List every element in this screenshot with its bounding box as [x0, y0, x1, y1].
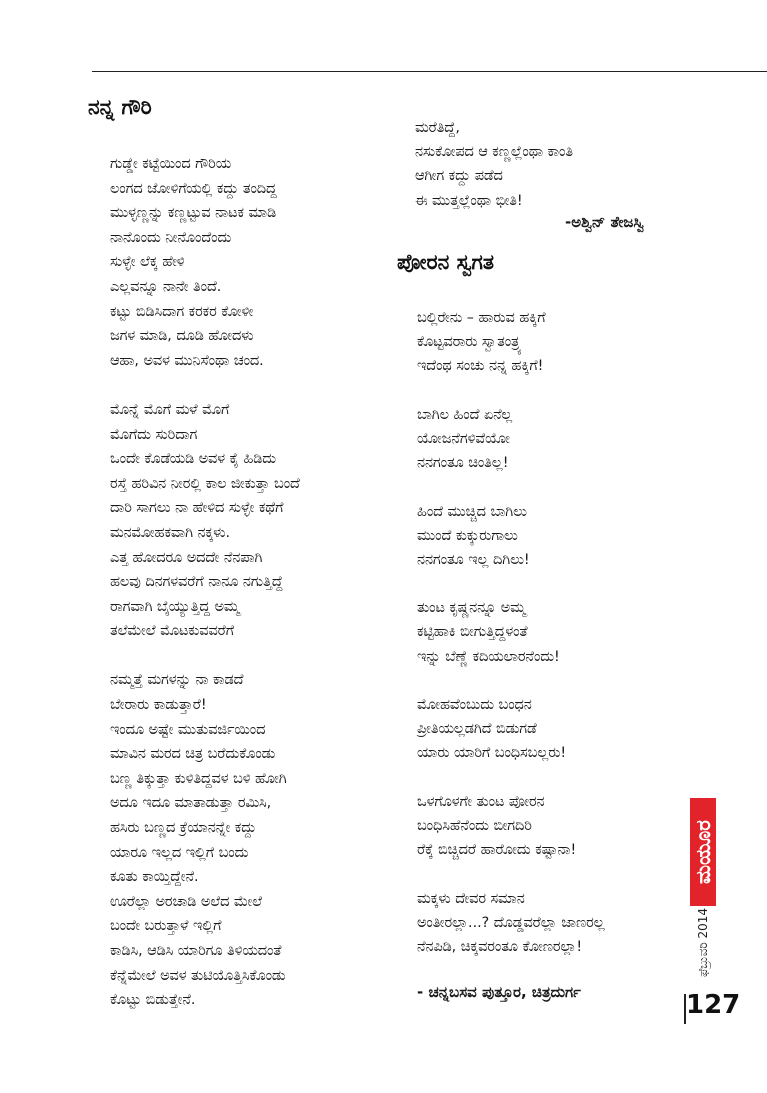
poem1-body: [110, 152, 300, 1013]
poem-line: ಯಾರು ಯಾರಿಗೆ ಬಂಧಿಸಬಲ್ಲರು!: [417, 745, 567, 762]
poem-title: ನನ್ನ ಗೌರಿ: [88, 95, 152, 119]
poem-line: ಕೊಟ್ಟು ಬಿಡುತ್ತೇನೆ.: [110, 992, 196, 1009]
poem-line: ಹಿಂದೆ ಮುಚ್ಚಿದ ಬಾಗಿಲು: [417, 503, 527, 520]
poem-line: ಕೆನ್ನೆಮೇಲೆ ಅವಳ ತುಟಿಯೊತ್ತಿಸಿಕೊಂಡು: [110, 967, 286, 984]
poem-line: ಇನ್ನು ಬೆಣ್ಣೆ ಕದಿಯಲಾರನೆಂದು!: [417, 648, 560, 665]
poem-line: ದಾರಿ ಸಾಗಲು ನಾ ಹೇಳಿದ ಸುಳ್ಳೇ ಕಥೆಗೆ: [110, 500, 284, 517]
poem-line: ಬಾಗಿಲ ಹಿಂದೆ ಏನೆಲ್ಲ: [417, 406, 513, 423]
poem-line: ಲಂಗದ ಜೋಳಿಗೆಯಲ್ಲಿ ಕದ್ದು ತಂದಿದ್ದ: [110, 180, 277, 197]
poem-line: ರಸ್ತೆ ಹರಿವಿನ ನೀರಲ್ಲಿ ಕಾಲ ಜೀಕುತ್ತಾ ಬಂದೆ: [110, 475, 300, 492]
poem-line: ಬಂದೇ ಬರುತ್ತಾಳೆ ಇಲ್ಲಿಗೆ: [110, 918, 222, 935]
poem-line: ಮುಳ್ಳಣ್ಣನ್ನು ಕಣ್ಣಟ್ಟುವ ನಾಟಕ ಮಾಡಿ: [110, 205, 277, 222]
poem-line: ನನಗಂತೂ ಚಿಂತಿಲ್ಲ!: [417, 455, 509, 472]
poem-line: ಮನಮೋಹಕವಾಗಿ ನಕ್ಕಳು.: [110, 524, 231, 541]
poem-line: ಕಾಡಿಸಿ, ಆಡಿಸಿ ಯಾರಿಗೂ ತಿಳಿಯದಂತೆ: [110, 943, 282, 959]
poem-line: ರಾಗವಾಗಿ ಬೈಯ್ಯುತ್ತಿದ್ದ ಅಮ್ಮ: [110, 598, 240, 615]
poem-line: ತಲೆಮೇಲೆ ಮೊಟಕುವವರೆಗೆ: [110, 623, 235, 640]
poem-line: ಯೋಜನೆಗಳಿವೆಯೋ: [417, 430, 510, 447]
poem-line: ಯಾರೂ ಇಲ್ಲದ ಇಲ್ಲಿಗೆ ಬಂದು: [110, 844, 249, 861]
poem-line: ಅದೂ ಇದೂ ಮಾತಾಡುತ್ತಾ ರಮಿಸಿ,: [110, 795, 272, 812]
poem-line: ಇದೆಂಥ ಸಂಚು ನನ್ನ ಹಕ್ಕಿಗೆ!: [417, 358, 544, 375]
author-credit: -ಅಶ್ವಿನ್ ತೇಜಸ್ವಿ: [565, 213, 645, 231]
poem-line: ಮೊಗೆದು ಸುರಿದಾಗ: [110, 426, 198, 443]
poem-line: ಮಕ್ಕಳು ದೇವರ ಸಮಾನ: [417, 890, 525, 907]
poem-line: ರೆಕ್ಕೆ ಬಿಚ್ಚಿದರೆ ಹಾರೋದು ಕಷ್ಟಾನಾ!: [417, 842, 577, 859]
poem-line: ಊರೆಲ್ಲಾ ಅರಚಾಡಿ ಅಲೆದ ಮೇಲೆ: [110, 893, 262, 910]
poem-line: ಮೊನ್ನೆ ಮೊಗೆ ಮಳೆ ಮೊಗೆ: [110, 401, 230, 418]
poem-line: ಕೊಟ್ಟವರಾರು ಸ್ವಾತಂತ್ರ್ಯ: [417, 334, 522, 351]
poem-line: ಬಣ್ಣ ತಿಕ್ಕುತ್ತಾ ಕುಳಿತಿದ್ದವಳ ಬಳಿ ಹೋಗಿ: [110, 770, 287, 787]
poem-line: ಆಹಾ, ಅವಳ ಮುನಿಸೆಂಥಾ ಚಂದ.: [110, 352, 264, 369]
poem-line: ಆಗೀಗ ಕದ್ದು ಪಡೆದ: [415, 168, 503, 185]
poem-line: ಮೋಹವೆಂಬುದು ಬಂಧನ: [417, 697, 532, 713]
magazine-sidebar: [690, 798, 716, 978]
poem-line: ಈ ಮುತ್ತಲ್ಲೆಂಥಾ ಭೀತಿ!: [415, 192, 523, 209]
poem-line: ಅಂತೀರಲ್ಲಾ...? ದೊಡ್ಡವರೆಲ್ಲಾ ಜಾಣರಲ್ಲ: [417, 914, 605, 931]
poem-line: ಎತ್ತ ಹೋದರೂ ಅದದೇ ನೆನಪಾಗಿ: [110, 549, 263, 566]
author-credit: - ಚನ್ನಬಸವ ಪುತ್ತೂರ, ಚಿತ್ರದುರ್ಗ: [417, 983, 581, 1001]
poem1-ending: [415, 116, 573, 213]
poem-line: ಹಸಿರು ಬಣ್ಣದ ಕ್ರೆಯಾನನ್ನೇ ಕದ್ದು: [110, 820, 257, 837]
poem-line: ನಸುಕೋಪದ ಆ ಕಣ್ಣಲ್ಲೆಂಥಾ ಕಾಂತಿ: [415, 144, 573, 161]
poem-line: ಗುಡ್ಡೇ ಕಟ್ಟೆಯಿಂದ ಗೌರಿಯ: [110, 156, 232, 172]
poem-line: ಮರೆತಿದ್ದೆ,: [415, 120, 460, 136]
poem-line: ನನಗಂತೂ ಇಲ್ಲ ದಿಗಿಲು!: [417, 551, 530, 568]
issue-date: ಫೆಬ್ರುವರಿ 2014: [696, 907, 710, 977]
poem-line: ಇಂದೂ ಅಷ್ಟೇ ಮುತುವರ್ಜಿಯಿಂದ: [110, 721, 266, 738]
magazine-logo: ಮಯೂರ: [690, 798, 716, 906]
poem-line: ಮುಂದೆ ಕುಕ್ಕುರುಗಾಲು: [417, 527, 518, 544]
poem-line: ಬೇರಾರು ಕಾಡುತ್ತಾರೆ!: [110, 697, 207, 714]
poem-line: ನೆನಪಿಡಿ, ಚಿಕ್ಕವರಂತೂ ಕೋಣರಲ್ಲಾ!: [417, 938, 583, 955]
poem-line: ಸುಳ್ಳೇ ಲೆಕ್ಕ ಹೇಳಿ: [110, 254, 185, 271]
poem-line: ಬಲ್ಲಿರೇನು – ಹಾರುವ ಹಕ್ಕಿಗೆ: [417, 310, 546, 326]
poem-line: ಕಟ್ಟು ಬಿಡಿಸಿದಾಗ ಕರಕರ ಕೋಳೀ: [110, 303, 254, 320]
poem-line: ಕೂತು ಕಾಯ್ತಿದ್ದೇನೆ.: [110, 869, 199, 886]
top-rule: [92, 71, 767, 72]
poem-line: ನಾನೊಂದು ನೀನೊಂದೆಂದು: [110, 229, 232, 246]
poem-line: ಎಲ್ಲವನ್ನೂ ನಾನೇ ತಿಂದೆ.: [110, 278, 222, 295]
page-number: 127: [686, 990, 741, 1020]
poem-line: ನಮ್ಮತ್ತೆ ಮಗಳನ್ನು ನಾ ಕಾಡದೆ: [110, 672, 244, 689]
poem-line: ಒಳಗೊಳಗೇ ತುಂಟ ಪೋರನ: [417, 793, 545, 810]
poem-line: ಒಂದೇ ಕೊಡೆಯಡಿ ಅವಳ ಕೈ ಹಿಡಿದು: [110, 451, 277, 468]
poem2-body: [417, 306, 605, 959]
poem-line: ಕಟ್ಟಿಹಾಕಿ ಬೀಗುತ್ತಿದ್ದಳಂತೆ: [417, 624, 528, 641]
poem-line: ಹಲವು ದಿನಗಳವರೆಗೆ ನಾನೂ ನಗುತ್ತಿದ್ದೆ: [110, 574, 283, 591]
poem-line: ಪ್ರೀತಿಯಲ್ಲಡಗಿದೆ ಬಿಡುಗಡೆ: [417, 721, 537, 738]
poem-line: ಜಗಳ ಮಾಡಿ, ದೂಡಿ ಹೋದಳು: [110, 328, 254, 345]
poem-title: ಪೋರನ ಸ್ವಗತ: [397, 250, 495, 274]
poem-line: ಮಾವಿನ ಮರದ ಚಿತ್ರ ಬರೆದುಕೊಂಡು: [110, 746, 276, 763]
poem-line: ಬಂಧಿಸಿಹೆನೆಂದು ಬೀಗದಿರಿ: [417, 817, 532, 834]
poem-line: ತುಂಟ ಕೃಷ್ಣನನ್ನೂ ಅಮ್ಮ: [417, 600, 526, 617]
